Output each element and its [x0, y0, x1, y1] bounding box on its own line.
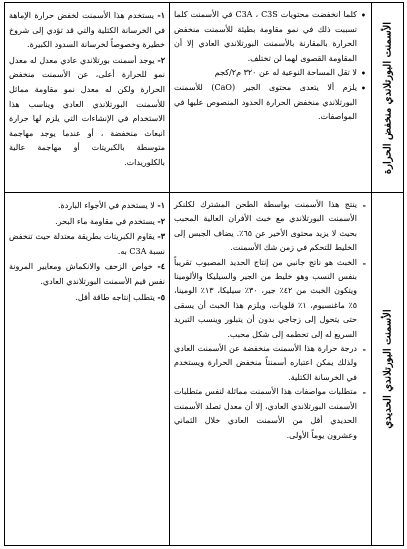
use-text: يتطلب إنتاجه طاقة أقل.	[75, 292, 155, 302]
use-number: ٥-	[157, 291, 165, 302]
use-number: ٤-	[157, 261, 165, 272]
properties-cell	[169, 3, 371, 192]
property-text: الخبث هو ناتج جانبي من إنتاج الحديد المصبوب تقريباً بنفس النسب وهو خليط من الجير والسيليكا والألومينا ويتكون الخبث من ٤٢٪ جير، ٣٠٪ سيليكا، ١٣٪ الومينا، ٥٪ ماغنسيوم، ١٪ قلويات، ويلزم هذا الخبث أن يسقى حتى يتحول إلى زجاجي بدون أن يتبلور وينسب التبريد السريع له إلى تحطمه إلى شكل محبب.	[174, 257, 358, 339]
cement-name: الأسمنت البورتلاندي منخفض الحرارة	[382, 21, 393, 174]
table-row	[5, 193, 403, 545]
use-number: ١-	[157, 200, 165, 210]
use-item	[9, 290, 165, 306]
use-text: يستخدم هذا الأسمنت لخفض حرارة الإماهة في الخرسانة الكتلية والتي قد تؤدي إلى شروخ خطيرة وخصوصاً لخرسانة السدود الكبيرة.	[9, 11, 165, 50]
use-number: ٢-	[157, 54, 165, 65]
use-item	[9, 8, 165, 53]
property-text: ينتج هذا الأسمنت بواسطة الطحن المشترك لكلنكر الأسمنت البورتلاندي مع خبث الأفران العالية المحبب بحيث لا يزيد محتوى الأخير عن ٦٥٪. يضاف الجبس إلى الخليط للتحكم في زمن شك الأسمنت.	[174, 200, 357, 253]
property-item: - متطلبات مواصفات هذا الأسمنت مماثلة لنفس متطلبات الأسمنت البورتلاندي العادي، إلا أن معدل تصلد الأسمنت الحديدي أقل من الأسمنت العادي خلال الثماني وعشرون يوماً الأولى.	[174, 387, 366, 440]
cement-name-cell	[371, 193, 403, 545]
property-text: كلما انخفضت محتويات C3A ، C3S في الأسمنت كلما تسببت ذلك في نمو مقاومة بطيئة للأسمنت منخفض الحرارة بالمقارنة بالأسمنت البورتلاندي العادي إلا أن المقاومة القصوى لهما لن تختلف.	[174, 10, 357, 63]
use-number: ٣-	[157, 231, 165, 242]
properties-cell	[169, 193, 371, 545]
cement-types-table	[4, 2, 404, 546]
use-number: ٢-	[157, 215, 165, 226]
use-item	[9, 229, 165, 259]
use-text: خواص الزحف والانكماش ومعايير المرونة نفس قيم الأسمنت البورتلاندي العادي.	[9, 262, 165, 286]
use-text: يوجد أسمنت بورتلاندي عادي معدل له معدل نمو للحرارة أعلى، عن الأسمنت منخفض الحرارة ولكن له معدل نمو مقاومة مماثل للأسمنت البورتلاندي العادي ويناسب هذا الاستخدام في الإنشاءات التي يلزم لها حرارة انبعاث منخفضة ، أو عندما يوجد مهاجمة متوسطة بالكبريتات أو مهاجمة عالية بالكلوريدات.	[9, 55, 165, 167]
use-item	[9, 198, 165, 214]
use-text: لا يستخدم في الأجواء الباردة.	[57, 201, 155, 210]
property-item: • لا تقل المساحة النوعية له عن ٣٢٠ م٢/كجم	[214, 68, 366, 79]
property-text: متطلبات مواصفات هذا الأسمنت مماثلة لنفس متطلبات الأسمنت البورتلاندي العادي، إلا أن معدل تصلد الأسمنت الحديدي أقل من الأسمنت العادي خلال الثماني وعشرون يوماً الأولى.	[174, 387, 357, 440]
use-text: يستخدم في مقاومة ماء البحر.	[55, 216, 155, 226]
property-text: لا تقل المساحة النوعية له عن ٣٢٠ م٢/كجم	[214, 68, 357, 78]
property-item: - درجة حرارة هذا الأسمنت منخفضة عن الأسمنت العادي ولذلك يمكن اعتباره أسمنتاً منخفض الحرارة ويستخدم في الخرسانة الكتلية.	[174, 344, 366, 382]
use-item	[9, 53, 165, 171]
property-item: • كلما انخفضت محتويات C3A ، C3S في الأسمنت كلما تسببت ذلك في نمو مقاومة بطيئة للأسمنت منخفض الحرارة بالمقارنة بالأسمنت البورتلاندي العادي إلا أن المقاومة القصوى لهما لن تختلف.	[174, 10, 366, 63]
table-row	[5, 3, 403, 193]
use-text: يقاوم الكبريتات بطريقة معتدلة حيث تنخفض نسبة C3A به.	[9, 232, 165, 256]
cement-name: الأسمنت البورتلاندي الحديدي	[382, 309, 393, 429]
property-text: يلزم ألا يتعدى محتوى الجير (CaO) للأسمنت البورتلاندي منخفض الحرارة الحدود المنصوص عليها في المواصفات.	[174, 82, 357, 122]
use-number: ١-	[157, 10, 165, 20]
property-item: • يلزم ألا يتعدى محتوى الجير (CaO) للأسمنت البورتلاندي منخفض الحرارة الحدود المنصوص عليها في المواصفات.	[174, 82, 366, 122]
uses-cell	[5, 3, 171, 192]
use-item	[9, 259, 165, 289]
property-item: - ينتج هذا الأسمنت بواسطة الطحن المشترك لكلنكر الأسمنت البورتلاندي مع خبث الأفران العالية المحبب بحيث لا يزيد محتوى الأخير عن ٦٥٪. يضاف الجبس إلى الخليط للتحكم في زمن شك الأسمنت.	[174, 200, 366, 253]
property-text: درجة حرارة هذا الأسمنت منخفضة عن الأسمنت العادي ولذلك يمكن اعتباره أسمنتاً منخفض الحرارة ويستخدم في الخرسانة الكتلية.	[174, 344, 357, 382]
use-item	[9, 214, 165, 230]
cement-name-cell	[371, 3, 403, 192]
uses-cell	[5, 193, 171, 545]
property-item: - الخبث هو ناتج جانبي من إنتاج الحديد المصبوب تقريباً بنفس النسب وهو خليط من الجير والسيليكا والألومينا ويتكون الخبث من ٤٢٪ جير، ٣٠٪ سيليكا، ١٣٪ الومينا، ٥٪ ماغنسيوم، ١٪ قلويات، ويلزم هذا الخبث أن يسقى حتى يتحول إلى زجاجي بدون أن يتبلور وينسب التبريد السريع له إلى تحطمه إلى شكل محبب.	[174, 257, 366, 339]
